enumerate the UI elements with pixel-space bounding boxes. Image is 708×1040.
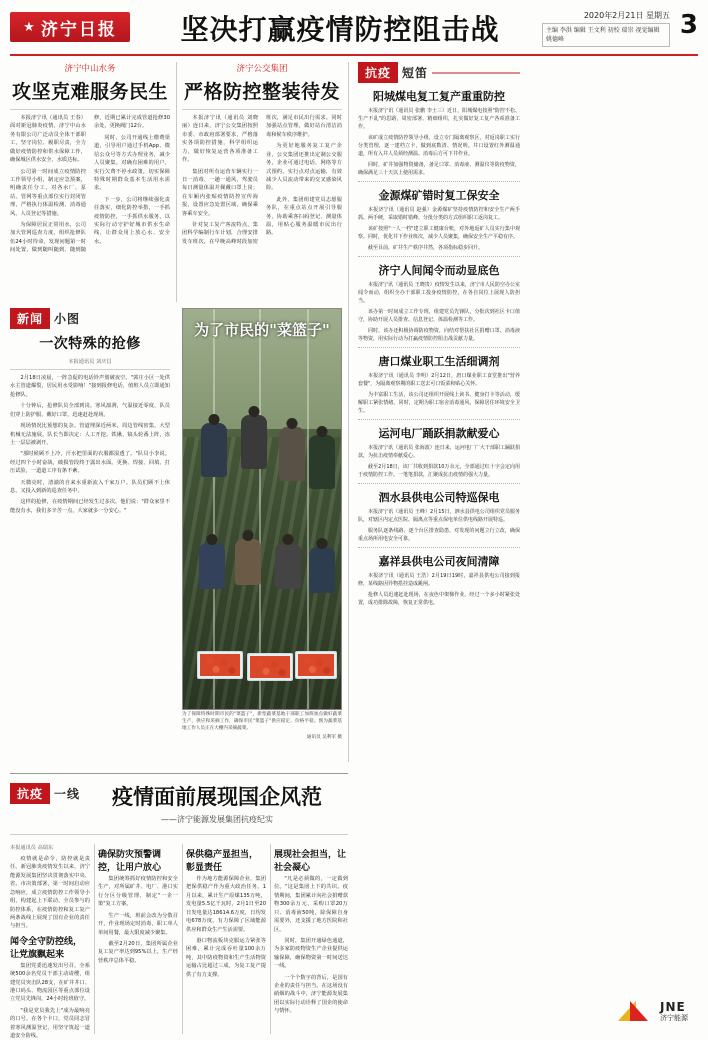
news-photo [182, 308, 342, 710]
rail-item-body [358, 107, 520, 177]
feature-column-2 [98, 844, 178, 968]
article-byline: 本报通讯员 刘庆昌 [68, 359, 112, 365]
column-divider [176, 62, 177, 302]
paragraph: 本报济宁讯（通讯员 王峰）2月15日，泗水县供电公司组织党员服务队，对辖区内定点医院、隔离点等重点保电单位供电线路开展特巡。 [358, 509, 520, 523]
divider [10, 773, 348, 774]
article-headline: 严格防控整装待发 [183, 81, 340, 103]
article-headline: 攻坚克难服务民生 [11, 81, 168, 103]
paragraph: 天微亮时，清澈的自来水重新流入千家万户。队员们顾不上休息，又投入到新的巡查任务中。 [10, 479, 170, 495]
column-divider [94, 844, 95, 1034]
paragraph: 截至目前，矿井生产秩序井然，各项指标稳步回升。 [368, 245, 484, 251]
rail-item-body [358, 444, 520, 479]
company-logo [618, 998, 688, 1024]
rail-item [358, 88, 520, 177]
paragraph: 本报济宁讯（通讯员 王晓贵）疫情发生以来，济宁市人民防空办公室闻令而动，组织全办干部职工投身疫情防控，在各自岗位上展现人防担当。 [358, 282, 520, 304]
worker-figure [309, 435, 335, 489]
paragraph: 疫情就是命令，防控就是责任。新冠肺炎疫情发生以来，济宁能源发展集团坚决贯彻落实中央、省、市决策部署，第一时间启动应急响应，成立疫情防控工作领导小组，构建起上下联动、全员参与的防控体系，在疫情防控和复工复产两条战线上展现了国有企业的责任与担当。 [10, 856, 90, 930]
column-divider [182, 844, 183, 1034]
section-label [10, 783, 80, 804]
tomato-crate [197, 651, 243, 679]
paragraph: 为保障居民正常用水，公司加大管网巡查力度，组织抢修队伍24小时待命，发现问题第一时间处置，做到随叫随到、随到随修，近期已累计完成管道抢修30余处，更换阀门12台。 [10, 115, 170, 254]
section-label-red: 抗疫 [358, 62, 398, 83]
worker-figure [241, 415, 267, 469]
feature-column-4 [274, 844, 348, 1019]
worker-head [317, 426, 328, 437]
paragraph: 抢修人员迅速赶赴现场，在夜色中架梯作业，经过一个多小时紧张处置，成功排除故障，恢复正常供电。 [358, 592, 520, 606]
rail-item-body [358, 372, 520, 415]
column-divider [348, 62, 349, 762]
paragraph: 此外，集团组建党员志愿服务队，在重点站点开展引导服务，协助乘客扫码登记、测量体温，用贴心服务温暖市民出行路。 [266, 196, 342, 237]
greenhouse-pole [213, 309, 215, 709]
logo-text: 济宁日报 [40, 19, 117, 40]
column-divider [270, 844, 271, 1034]
divider [358, 483, 520, 484]
feature-body [274, 875, 348, 1016]
feature-body [10, 855, 90, 931]
feature-body [10, 962, 90, 1040]
logo-abbr: JNE [660, 999, 686, 1014]
worker-head [317, 538, 328, 549]
page-title: 坚决打赢疫情防控阻击战 [180, 13, 500, 46]
feature-subsection-title: 确保防灾预警调控，让用户放心 [98, 850, 162, 873]
paragraph: 本报济宁讯（通讯员 李明）2月12日，唐口煤业职工食堂推出"营养套餐"，为隔离观察期的职工送去可口饭菜和贴心关怀。 [358, 373, 520, 387]
rail-item-body [358, 206, 520, 252]
rail-item-title: 泗水县供电公司特巡保电 [378, 491, 500, 504]
photo-caption: 为了保障特殊时期市民的"菜篮子"，新型蔬菜基地干部职工加班加点做好蔬菜生产、供应和采摘工作，确保市民"菜篮子"供应稳定、价格平稳。图为蔬菜基地工作人员正在大棚内采摘蔬菜。 [182, 712, 342, 731]
divider [358, 256, 520, 257]
paragraph: 本报济宁讯（通讯员 赵强）金源煤矿坚持疫情防控和安全生产两手抓、两手硬，采取错时错峰、分批分类的方式组织职工返岗复工。 [358, 207, 520, 221]
paragraph: 集团统筹抓好疫情防控和安全生产，对所属矿井、电厂、港口实行分区分级管理，制定"一企一策"复工方案。 [98, 876, 178, 908]
article-body [10, 374, 170, 515]
paragraph: 针对复工复产客流特点，集团科学编制行车计划，合理安排发车班次，在早晚高峰时段加密班次，满足市民出行需求。同时加强站点管理，做好站台清洁消毒和候车秩序维护。 [182, 115, 342, 245]
rail-item-title: 嘉祥县供电公司夜间清障 [378, 555, 500, 568]
worker-head [287, 418, 298, 429]
paragraph: 港口物流板块克服运力紧张等困难，累计完成吞吐量100余万吨，其中防疫物资和生产生活物资运输占比超过三成，为复工复产提供了有力支撑。 [186, 937, 266, 978]
article-kicker: 济宁公交集团 [236, 64, 288, 74]
divider [358, 419, 520, 420]
paragraph: 截至2月18日，该厂共收到捐款10万余元，全部通过红十字会定向用于疫情防控工作。一笔笔捐款，汇聚成抗击疫情的强大力量。 [358, 464, 520, 478]
section-label-red: 抗疫 [10, 783, 50, 804]
rail-item-body [358, 572, 520, 607]
rail-item [358, 553, 520, 607]
rail-item [358, 353, 520, 415]
divider [10, 109, 170, 110]
feature-header [10, 768, 348, 839]
worker-figure [275, 543, 301, 589]
paragraph: 2月18日凌晨，一阵急促的电话铃声划破夜空。"郭庄小区一处供水主管道爆裂，居民用水受影响！"接到报修电话，值班人员立即通知抢修队。 [10, 375, 170, 398]
feature-body [98, 875, 178, 965]
logo-right-wedge [630, 1001, 648, 1021]
jne-mark-icon [618, 998, 656, 1024]
worker-figure [199, 543, 225, 589]
article-kicker: 济宁中山水务 [64, 64, 116, 74]
paragraph: 该矿按照"一人一档"建立职工健康台账，对外地返矿人员实行集中观察。同时，优化井下作业班次，减少人员聚集，确保安全生产平稳有序。 [358, 226, 520, 240]
feature-body [186, 875, 266, 979]
section-label-black: 一线 [54, 787, 81, 801]
rail-item [358, 425, 520, 479]
feature-column-1 [10, 844, 90, 1040]
rail-item-body [358, 281, 520, 343]
divider [358, 181, 520, 182]
feature-byline: 本报通讯员 高瑞东 [10, 845, 54, 851]
paragraph: 同时，矿井加强物资储备，备足口罩、消毒液、测温仪等防疫物资，确保满足三十天以上使用需求。 [358, 162, 520, 176]
feature-subhead: ——济宁能源发展集团抗疫纪实 [161, 815, 274, 824]
publish-date: 2020年2月21日 星期五 [583, 11, 670, 20]
rail-item [358, 262, 520, 343]
worker-head [243, 530, 254, 541]
paragraph: 现场情况比预想的复杂。管道埋深近两米，周边管线密集，大型机械无法施展。队长当即决定：人工开挖。铁锹、镐头轮番上阵，冻土一层层被剥开。 [10, 423, 170, 446]
section-label-black: 短笛 [402, 66, 429, 80]
newspaper-logo [10, 12, 130, 42]
paragraph: 本报济宁讯（通讯员 张海波）连日来，运河电厂广大干部职工踊跃捐款，为抗击疫情奉献爱心。 [358, 445, 520, 459]
feature-subsection-title: 闻令全守防控线，让党旗飘起来 [10, 936, 83, 960]
logo-name: 济宁能源 [660, 1014, 688, 1022]
worker-figure [309, 547, 335, 593]
paragraph: "那时候顾不上冷，汗水把里面的衣服都湿透了。"队员小李说。经过四个小时奋战，破损管段终于露出水面。更换、焊接、回填、打压试验，一道道工序有条不紊。 [10, 451, 170, 475]
tomato-crate [247, 653, 293, 681]
paragraph: 集团对所有运营车辆实行一日一消毒、一趟一通风，驾驶员每日测量体温并佩戴口罩上岗；在车厢内张贴疫情防控宣传海报，设置应急处置区域，确保乘客乘车安全。 [182, 168, 258, 217]
worker-figure [279, 427, 305, 481]
paragraph: 这样的抢修，在疫情期间已经发生过多次。他们说："群众家里不能没有水，我们多辛苦一点，大家就多一分安心。" [10, 499, 170, 514]
rail-item-title: 阳城煤电复工复产重重防控 [373, 90, 505, 103]
paragraph: 同时，公司开通线上缴费渠道，引导用户通过手机App、微信公众号等方式办理业务，减少人员聚集。对确有困难的用户，实行欠费不停水政策，切实保障特殊时期群众基本生活用水需求。 [94, 134, 170, 192]
tomato-crate [295, 651, 337, 679]
tomatoes [200, 654, 240, 676]
paragraph: 服务队逐条线路、逐个台区排查隐患，对发现的问题立行立改，确保重点场所用电安全可靠。 [358, 528, 520, 542]
paragraph: "我是党员我先上"成为最响亮的口号。在各个卡口，党员同志冒着寒风测温登记，用坚守筑起一道道安全防线。 [10, 1007, 90, 1040]
paragraph: 一个个数字的背后，是国有企业的责任与担当。在这场没有硝烟的战斗中，济宁能源发展集团以实际行动诠释了国企的使命与情怀。 [274, 974, 348, 1015]
paragraph: 下一步，公司将继续强化责任落实，细化防控举措，一手抓疫情防控，一手抓供水服务，以实际行动守护好城市供水生命线，让群众用上放心水、安全水。 [94, 196, 170, 245]
divider [358, 347, 520, 348]
article-zhongshan-water [10, 62, 170, 255]
rail-item [358, 187, 520, 252]
divider [10, 369, 170, 370]
paragraph: 该矿成立疫情防控领导小组，设立专门隔离观察区，对返岗职工实行分类管理，逐一建档立卡，做到底数清、情况明。井口设置红外测温通道，所有入井人员须经测温、消毒后方可下井作业。 [358, 135, 520, 157]
paragraph: "凡是必须做的，一定做到位。"这是集团上下的共识。疫情期间，集团累计向社会捐赠款物300余万元，采购口罩20万只、消毒液50吨，除保障自身需要外，还支援了地方医院和社区。 [274, 876, 348, 933]
divider [10, 834, 348, 835]
editorial-staff: 主编 李洪 编辑 王文利 初校 瑞崇 视觉编辑 姚德峰 [542, 23, 670, 47]
article-headline: 一次特殊的抢修 [39, 336, 141, 352]
section-label [358, 62, 520, 83]
paragraph: 为更好地服务复工复产企业，公交集团还推出定制公交服务，企业可通过电话、网络等方式预约，实行点对点运输，有效减少人员流动带来的交叉感染风险。 [266, 143, 342, 192]
paragraph: 生产一线，班前会改为分散召开，作业现场定时消毒，职工单人单间用餐，最大限度减少聚集。 [98, 912, 178, 936]
paragraph: 公司第一时间成立疫情防控工作领导小组，制定应急预案，明确责任分工，对各水厂、泵站、管网等重点部位实行封闭管理，严格执行体温检测、消毒通风、人员登记等措施。 [10, 168, 86, 217]
divider [182, 109, 342, 110]
star-icon: ★ [23, 19, 37, 35]
section-label-red: 新闻 [10, 308, 50, 329]
article-special-repair [10, 308, 170, 518]
worker-head [283, 534, 294, 545]
feature-column-3 [186, 844, 266, 982]
article-gongjiao-group [182, 62, 342, 246]
photo-block [182, 308, 342, 740]
paragraph: 集团党委迅速发出号召，全系统500余名党员干部主动请缨，组建党员突击队28支，在矿井井口、港口码头、物流园区等重点部位设立党员先锋岗，24小时轮班值守。 [10, 962, 90, 1003]
rail-item-title: 济宁人间闻令而动显底色 [378, 264, 500, 277]
paragraph: 同时，该办还积极协调防疫物资，向结对帮扶社区捐赠口罩、消毒液等物资，用实际行动为打赢疫情防控阻击战贡献力量。 [358, 328, 520, 342]
article-body [182, 114, 342, 246]
greenhouse-pole [259, 309, 261, 709]
paragraph: 十分钟后，抢修队员全部到岗。寒风凛冽，气温接近零度，队员们穿上防护服、戴好口罩，迅速赶赴现场。 [10, 403, 170, 418]
feature-subsection-title: 展现社会担当，让社会凝心 [274, 850, 347, 873]
rail-item-title: 金源煤矿错时复工保安全 [378, 189, 500, 202]
section-label-black: 小图 [54, 312, 81, 326]
article-body [10, 114, 170, 255]
divider [358, 547, 520, 548]
paragraph: 同时，集团开通绿色通道，为多家防疫物资生产企业提供运输保障，确保物资第一时间送达一线。 [274, 937, 348, 970]
logo-text-block [660, 1000, 688, 1023]
rail-item-body [358, 508, 520, 543]
paragraph: 本报济宁讯（通讯员 王春）面对新冠肺炎疫情，济宁中山水务有限公司广泛动员全体干部职工，坚守岗位、履职尽责，全力做好疫情防控和供水保障工作，确保城区供水安全、水质达标。 [10, 115, 86, 164]
photo-overlay-title: 为了市民的"菜篮子" [194, 321, 330, 339]
photo-credit: 通讯员 吴利军 摄 [306, 734, 342, 740]
masthead [10, 8, 698, 56]
right-rail-antiepidemic [358, 62, 520, 610]
paragraph: 该办第一时间成立工作专班，组建党员先锋队，分批次到社区卡口值守，协助开展人员排查、信息登记、体温检测等工作。 [358, 309, 520, 323]
greenhouse-pole [307, 309, 309, 709]
paragraph: 本报济宁讯（通讯员 王浩）2月19日19时，嘉祥县供电公司接到报修，某线路因异物搭挂造成跳闸。 [358, 573, 520, 587]
worker-figure [201, 423, 227, 477]
worker-head [249, 406, 260, 417]
masthead-meta [542, 10, 670, 47]
worker-head [207, 534, 218, 545]
label-tail [432, 72, 520, 74]
rail-item [358, 489, 520, 543]
rail-item-title: 运河电厂踊跃捐款献爱心 [378, 427, 500, 440]
paragraph: 本报济宁讯（通讯员 刘晓丽）连日来，济宁公交集团按照市委、市政府部署要求，严格落实各项防控措施，科学组织运力，做好恢复运营各项准备工作。 [182, 115, 258, 164]
page-number: 3 [679, 10, 698, 40]
tomatoes [298, 654, 334, 676]
worker-head [209, 414, 220, 425]
worker-figure [235, 539, 261, 585]
paragraph: 为丰富职工生活，该公司还组织开展线上读书、健身打卡等活动，缓解职工紧张情绪。同时，定期为职工宿舍消毒通风，保障居住环境安全卫生。 [358, 392, 520, 414]
section-label [10, 308, 170, 329]
tomatoes [250, 656, 290, 678]
rail-item-title: 唐口煤业职工生活细调剂 [378, 355, 500, 368]
feature-subsection-title: 保供稳产显担当，彰显责任 [186, 850, 259, 873]
feature-headline: 疫情面前展现国企风范 [112, 785, 323, 809]
paragraph: 作为地方能源保障企业，集团把保供稳产作为重大政治任务。1月以来，累计生产原煤135万吨，发电量5.5亿千瓦时，2月1日至20日发电量达18614.6万度，日均发电678万度，有力保障了区域能源供应和群众生产生活需要。 [186, 876, 266, 933]
paragraph: 本报济宁讯（通讯员 张鹏 李士三）近日，阳城煤电按照"防控不松、生产不乱"的思路，周密部署、精细组织，扎实做好复工复产各项准备工作。 [358, 108, 520, 130]
paragraph: 截至2月20日，集团所属企业复工复产率达到95%以上，生产经营秩序总体平稳。 [98, 940, 178, 964]
